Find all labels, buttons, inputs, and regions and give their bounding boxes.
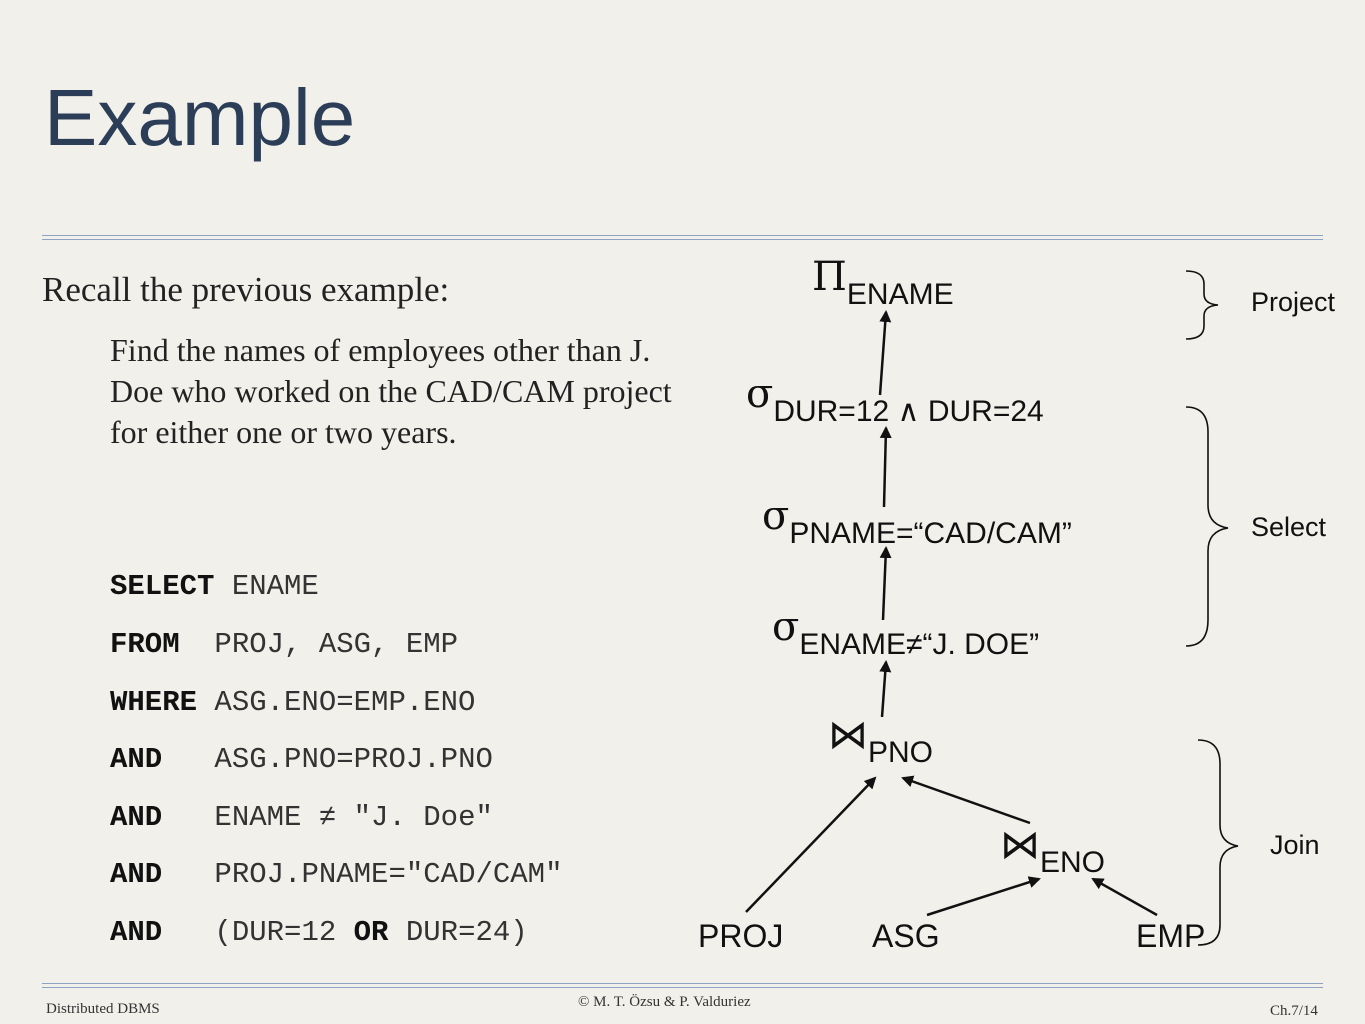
sql-text: ASG.ENO=EMP.ENO [197, 686, 476, 719]
edge-proj-to-join-pno [746, 778, 875, 912]
sql-keyword: AND [110, 858, 163, 891]
select-dur-predicate: DUR=12 ∧ DUR=24 [773, 395, 1044, 428]
brace-select [1186, 407, 1228, 646]
sql-keyword: WHERE [110, 686, 198, 719]
brace-project [1186, 271, 1218, 339]
leaf-proj: PROJ [698, 918, 784, 954]
sql-keyword-or: OR [353, 916, 389, 949]
footer-course: Distributed DBMS [46, 1001, 160, 1017]
edge-emp-to-join-eno [1093, 879, 1157, 915]
leaf-emp: EMP [1136, 918, 1206, 954]
sigma-symbol: σ [762, 493, 790, 539]
sigma-symbol: σ [772, 604, 800, 650]
sql-keyword: FROM [110, 628, 180, 661]
select-ename-predicate: ENAME≠“J. DOE” [799, 628, 1040, 661]
label-select: Select [1251, 512, 1327, 542]
edge-asg-to-join-eno [927, 879, 1039, 915]
join-symbol: ⋈ [828, 712, 868, 758]
label-project: Project [1251, 287, 1336, 317]
select-ename-node [772, 604, 1039, 662]
leaf-asg: ASG [872, 918, 940, 954]
sql-keyword: AND [110, 801, 163, 834]
sql-keyword: AND [110, 743, 163, 776]
edge-join-pno-to-select-ename [882, 662, 886, 717]
sql-text: PROJ, ASG, EMP [179, 628, 459, 661]
footer-page-number: Ch.7/14 [1270, 1003, 1318, 1019]
join-pno-node [828, 712, 933, 770]
sql-text: ENAME ≠ "J. Doe" [162, 801, 493, 834]
sql-keyword: SELECT [110, 570, 215, 603]
sql-keyword: AND [110, 916, 163, 949]
footer-copyright: © M. T. Özsu & P. Valduriez [578, 994, 751, 1010]
sql-text: PROJ.PNAME="CAD/CAM" [162, 858, 563, 891]
edge-join-eno-to-join-pno [903, 778, 1030, 823]
sql-text: ASG.PNO=PROJ.PNO [162, 743, 493, 776]
sql-text: (DUR=12 [162, 916, 354, 949]
sql-text: ENAME [214, 570, 319, 603]
select-dur-node [746, 371, 1044, 429]
project-node [812, 254, 954, 312]
sql-text: DUR=24) [388, 916, 528, 949]
sigma-symbol: σ [746, 371, 774, 417]
select-pname-node [762, 493, 1072, 551]
recall-heading: Recall the previous example: [42, 270, 450, 309]
brace-join [1198, 740, 1238, 945]
join-symbol: ⋈ [1000, 822, 1040, 868]
join-eno-node [1000, 822, 1105, 880]
join-eno-attribute: ENO [1040, 846, 1106, 879]
slide-title: Example [44, 73, 356, 162]
select-pname-predicate: PNAME=“CAD/CAM” [789, 517, 1072, 550]
join-pno-attribute: PNO [868, 736, 934, 769]
project-attribute: ENAME [846, 278, 954, 311]
query-description: Find the names of employees other than J. Doe who worked on the CAD/CAM project for either one or two years. [110, 332, 672, 450]
footer-divider [42, 983, 1323, 988]
label-join: Join [1270, 830, 1320, 860]
pi-symbol: Π [812, 254, 847, 300]
